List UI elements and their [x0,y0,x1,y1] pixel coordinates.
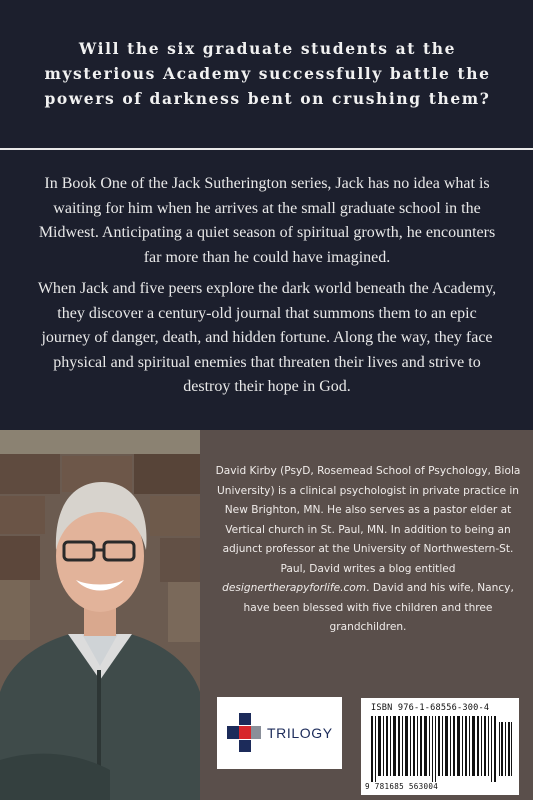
synopsis-paragraph-1: In Book One of the Jack Sutherington series, Jack has no idea what is waiting for him when he arrives at the small graduate school in the Midwest. Anticipating a quiet season of spiritual growth, he encounters far more than he could have imagined. [38,175,496,266]
tagline: Will the six graduate students at the mysterious Academy successfully battle the powers of darkness bent on crushing them? [44,39,491,108]
author-bio [210,462,526,638]
isbn-number: ISBN 976-1-68556-300-4 [371,703,490,713]
author-bio-text-end: . David and his wife, Nancy, have been blessed with five children and three grandchildren. [243,582,514,633]
divider-line [0,148,533,150]
author-website: designertherapyforlife.com [222,582,367,594]
barcode-digits: 9 781685 563004 [365,782,439,791]
barcode-bars [371,716,513,782]
synopsis-paragraph-2: When Jack and five peers explore the dark world beneath the Academy, they discover a century-old journal that summons them to an epic journey of danger, death, and hidden fortune. Along the way, they face physical and spiritual enemies that threaten their lives and strive to destroy their hope in God. [37,280,497,395]
isbn-barcode [361,698,519,795]
author-photo [0,430,200,800]
publisher-name: TRILOGY [267,725,333,741]
author-bio-text: David Kirby (PsyD, Rosemead School of Psychology, Biola University) is a clinical psychologist in private practice in New Brighton, MN. He also serves as a pastor elder at Vertical church in St. Paul, MN. In addition to being an adjunct professor at the University of Northwestern-St. Paul, David writes a blog entitled [215,465,521,575]
author-panel [0,430,533,800]
trilogy-logo-icon [227,713,263,753]
publisher-logo [217,697,342,769]
